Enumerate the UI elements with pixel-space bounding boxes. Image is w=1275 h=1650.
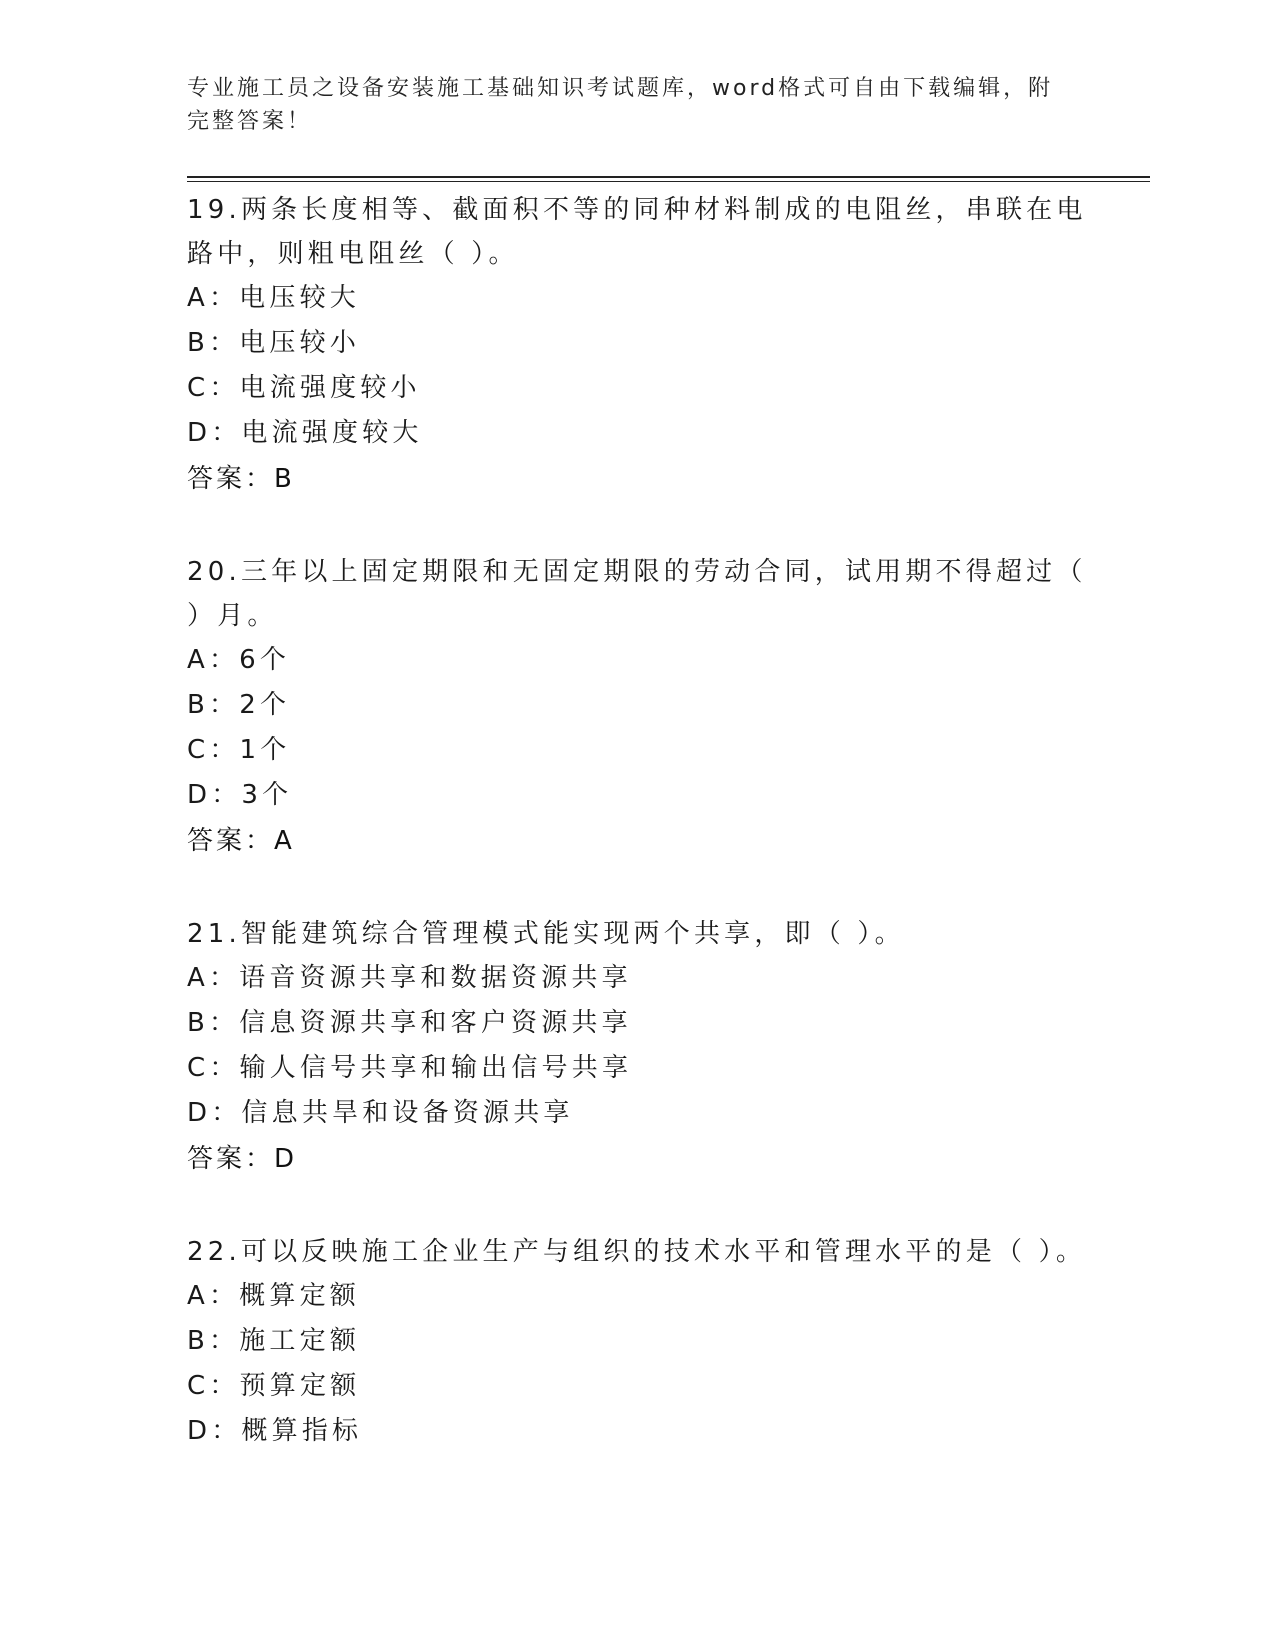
option-d: D：3个 [187,780,293,810]
option-d: D：概算指标 [187,1416,363,1446]
option-a: A：概算定额 [187,1281,360,1311]
answer: 答案：D [187,1144,298,1174]
option-c: C：1个 [187,735,291,765]
question-22 [187,1230,1087,1454]
question-19 [187,188,1087,502]
question-stem: 19.两条长度相等、截面积不等的同种材料制成的电阻丝，串联在电路中，则粗电阻丝（ ）。 [187,195,1087,269]
question-stem: 20.三年以上固定期限和无固定期限的劳动合同，试用期不得超过（ ）月。 [187,557,1087,631]
question-21 [187,912,1087,1182]
option-a: A：电压较大 [187,283,360,313]
document-header: 专业施工员之设备安装施工基础知识考试题库，word格式可自由下载编辑，附完整答案！ [187,76,1054,134]
option-d: D：信息共旱和设备资源共享 [187,1098,574,1128]
header-rule-thick [187,176,1150,178]
header-rule-thin [187,181,1150,182]
option-b: B：施工定额 [187,1326,361,1356]
answer: 答案：A [187,826,295,856]
option-a: A：语音资源共享和数据资源共享 [187,963,632,993]
option-d: D：电流强度较大 [187,418,423,448]
option-b: B：信息资源共享和客户资源共享 [187,1008,632,1038]
option-b: B：2个 [187,690,291,720]
option-c: C：电流强度较小 [187,373,421,403]
question-20 [187,550,1087,864]
question-stem: 21.智能建筑综合管理模式能实现两个共享，即（ ）。 [187,919,905,949]
option-c: C：预算定额 [187,1371,361,1401]
option-c: C：输人信号共享和输出信号共享 [187,1053,633,1083]
question-list [187,188,1087,1502]
option-b: B：电压较小 [187,328,361,358]
answer: 答案：B [187,464,295,494]
option-a: A：6个 [187,645,291,675]
question-stem: 22.可以反映施工企业生产与组织的技术水平和管理水平的是（ ）。 [187,1237,1087,1267]
